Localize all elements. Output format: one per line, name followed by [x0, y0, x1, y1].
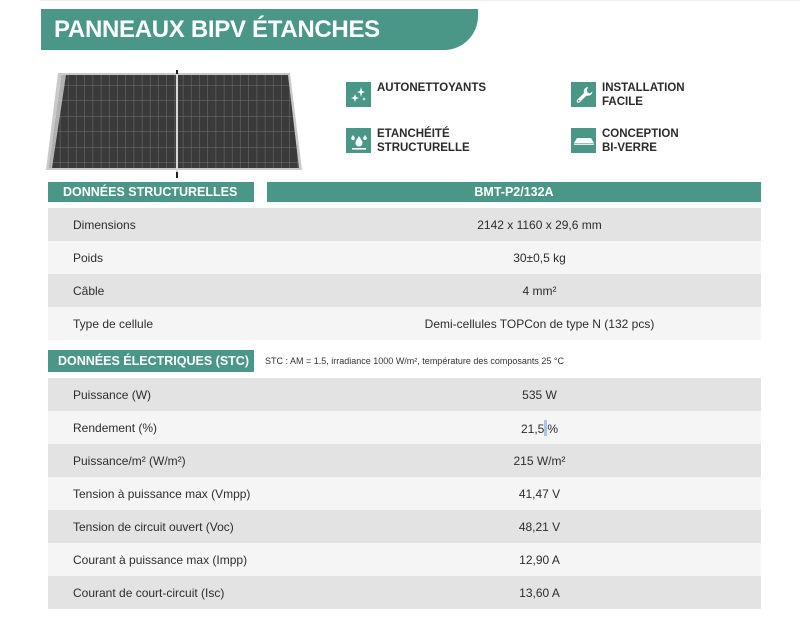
- table-row: [48, 444, 761, 477]
- row-label: Puissance (W): [73, 387, 152, 402]
- top-divider: [40, 0, 800, 1]
- feature-self-cleaning: [346, 82, 486, 107]
- feature-label-2: BI-VERRE: [602, 142, 657, 154]
- section-header-electrical: DONNÉES ÉLECTRIQUES (STC): [48, 350, 254, 372]
- electrical-table: [48, 378, 761, 609]
- feature-label: INSTALLATION: [602, 82, 685, 94]
- stc-note: STC : AM = 1.5, irradiance 1000 W/m², température des composants 25 °C: [265, 356, 564, 366]
- table-row: [48, 208, 761, 241]
- efficiency-unit: %: [547, 421, 559, 436]
- feature-label: AUTONETTOYANTS: [377, 82, 487, 94]
- feature-dual-glass: [571, 128, 679, 155]
- row-label: Courant de court-circuit (Isc): [73, 585, 225, 600]
- row-value[interactable]: [318, 420, 761, 436]
- wrench-icon: [571, 82, 596, 107]
- row-label: Type de cellule: [73, 316, 154, 331]
- solar-panel-image: [44, 70, 304, 178]
- feature-structural-sealing: [346, 128, 470, 155]
- section-header-structural: DONNÉES STRUCTURELLES: [48, 182, 254, 202]
- row-value: 41,47 V: [518, 486, 561, 501]
- table-row: [48, 411, 761, 444]
- row-value: 4 mm²: [522, 283, 557, 298]
- table-row: [48, 274, 761, 307]
- model-header: BMT-P2/132A: [267, 182, 761, 202]
- page-title: PANNEAUX BIPV ÉTANCHES: [54, 16, 380, 43]
- row-label: Tension à puissance max (Vmpp): [73, 486, 251, 501]
- table-row: [48, 576, 761, 609]
- row-label: Dimensions: [73, 217, 136, 232]
- row-label: Tension de circuit ouvert (Voc): [73, 519, 234, 534]
- table-row: [48, 510, 761, 543]
- table-row: [48, 378, 761, 411]
- row-value: Demi-cellules TOPCon de type N (132 pcs): [424, 316, 655, 331]
- feature-label-2: FACILE: [602, 96, 643, 108]
- glass-panel-icon: [571, 128, 596, 153]
- sparkle-icon: [346, 82, 371, 107]
- row-label: Courant à puissance max (Impp): [73, 552, 248, 567]
- structural-table: [48, 208, 761, 340]
- row-value: 215 W/m²: [513, 453, 566, 468]
- row-value: 30±0,5 kg: [513, 250, 566, 265]
- row-value: 48,21 V: [518, 519, 561, 534]
- feature-label: ETANCHÉITÉ: [377, 128, 450, 140]
- feature-label: CONCEPTION: [602, 128, 679, 140]
- row-value: 535 W: [522, 387, 557, 402]
- row-value: 13,60 A: [519, 585, 560, 600]
- table-row: [48, 307, 761, 340]
- title-banner: [41, 9, 478, 50]
- table-row: [48, 241, 761, 274]
- row-label: Rendement (%): [73, 420, 158, 435]
- table-row: [48, 543, 761, 576]
- feature-label-2: STRUCTURELLE: [377, 142, 470, 154]
- water-drop-icon: [346, 128, 371, 153]
- row-label: Poids: [73, 250, 104, 265]
- table-row: [48, 477, 761, 510]
- row-value: 12,90 A: [519, 552, 560, 567]
- feature-easy-installation: [571, 82, 685, 109]
- row-label: Câble: [73, 283, 105, 298]
- row-label: Puissance/m² (W/m²): [73, 453, 186, 468]
- efficiency-number: 21,5: [520, 421, 545, 436]
- row-value: 2142 x 1160 x 29,6 mm: [477, 217, 602, 232]
